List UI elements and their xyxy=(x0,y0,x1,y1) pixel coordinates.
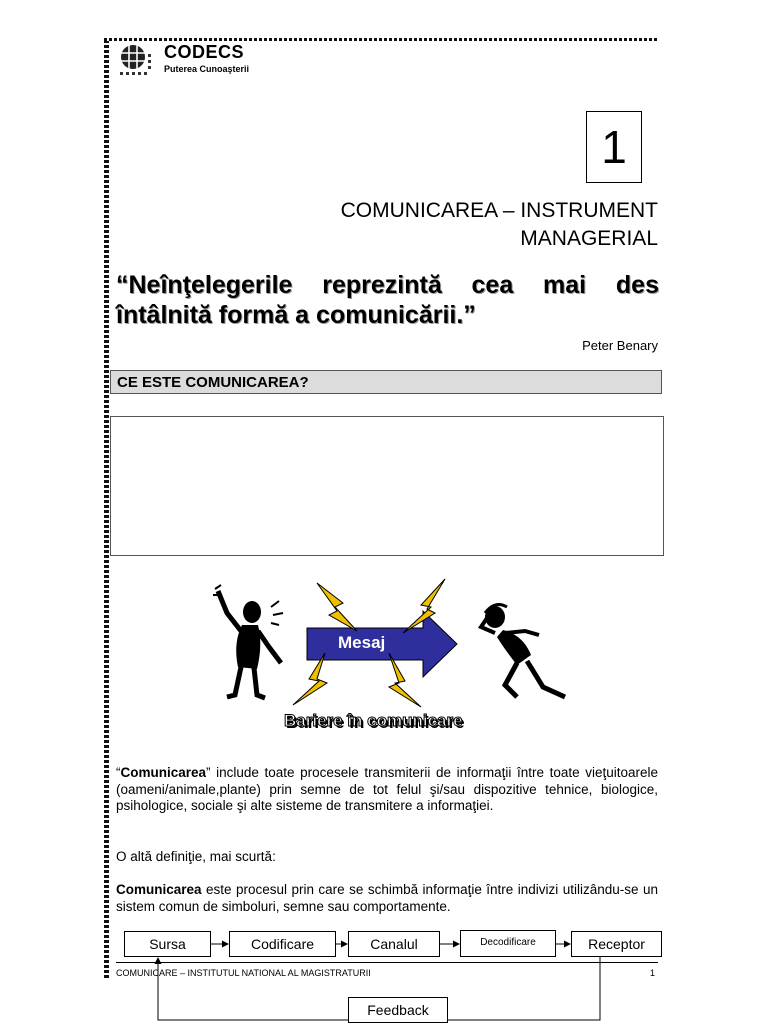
footer-rule xyxy=(116,962,658,963)
flow-encoding: Codificare xyxy=(229,931,336,957)
chapter-title-line2: MANAGERIAL xyxy=(520,227,658,250)
footer-page-number: 1 xyxy=(650,968,656,978)
globe-icon xyxy=(118,42,154,78)
open-quote: “ xyxy=(116,765,121,780)
section-heading: CE ESTE COMUNICAREA? xyxy=(110,370,662,394)
quote-text: “Neînţelegerile reprezintă cea mai des întâlnită formă a comunicării.” xyxy=(116,271,659,329)
flow-feedback: Feedback xyxy=(348,997,448,1023)
footer-text: COMUNICARE – INSTITUTUL NATIONAL AL MAGISTRATURII xyxy=(116,968,371,978)
chapter-title xyxy=(238,197,658,253)
receiver-figure xyxy=(481,605,565,697)
margin-rule xyxy=(104,40,109,980)
sender-figure xyxy=(213,585,283,698)
logo-name: CODECS xyxy=(164,42,245,62)
flow-decoding: Decodificare xyxy=(460,930,556,957)
barrier-caption: Bariere în comunicare xyxy=(284,711,463,730)
definition-2-text: este procesul prin care se schimbă informaţie între indivizi utilizându-se un sistem comun de simboluri, semne sau comportamente. xyxy=(116,882,658,914)
codecs-logo xyxy=(118,42,278,78)
message-label: Mesaj xyxy=(338,633,386,652)
definition-intro: O altă definiţie, mai scurtă: xyxy=(116,849,276,864)
logo-tagline: Puterea Cunoaşterii xyxy=(164,64,250,74)
term-comunicarea-2: Comunicarea xyxy=(116,882,202,897)
definition-paragraph-2 xyxy=(116,882,658,915)
header-rule xyxy=(104,38,658,41)
term-comunicarea: Comunicarea xyxy=(120,765,207,780)
chapter-title-line1: COMUNICAREA – INSTRUMENT xyxy=(340,199,658,222)
definition-box xyxy=(110,416,664,556)
flow-receiver: Receptor xyxy=(571,931,662,957)
chapter-number: 1 xyxy=(586,111,642,183)
flow-source: Sursa xyxy=(124,931,211,957)
quote-author: Peter Benary xyxy=(582,338,658,353)
definition-1-text: ” include toate procesele transmiterii de informaţii între toate vieţuitoarele (oameni/animale,plante) prin semne de tot felul şi/sau dispozitive tehnice, biologice, psihologice, sociale şi alte sisteme de transmitere a informaţiei. xyxy=(116,765,658,813)
flow-channel: Canalul xyxy=(348,931,440,957)
definition-paragraph-1 xyxy=(116,765,658,815)
